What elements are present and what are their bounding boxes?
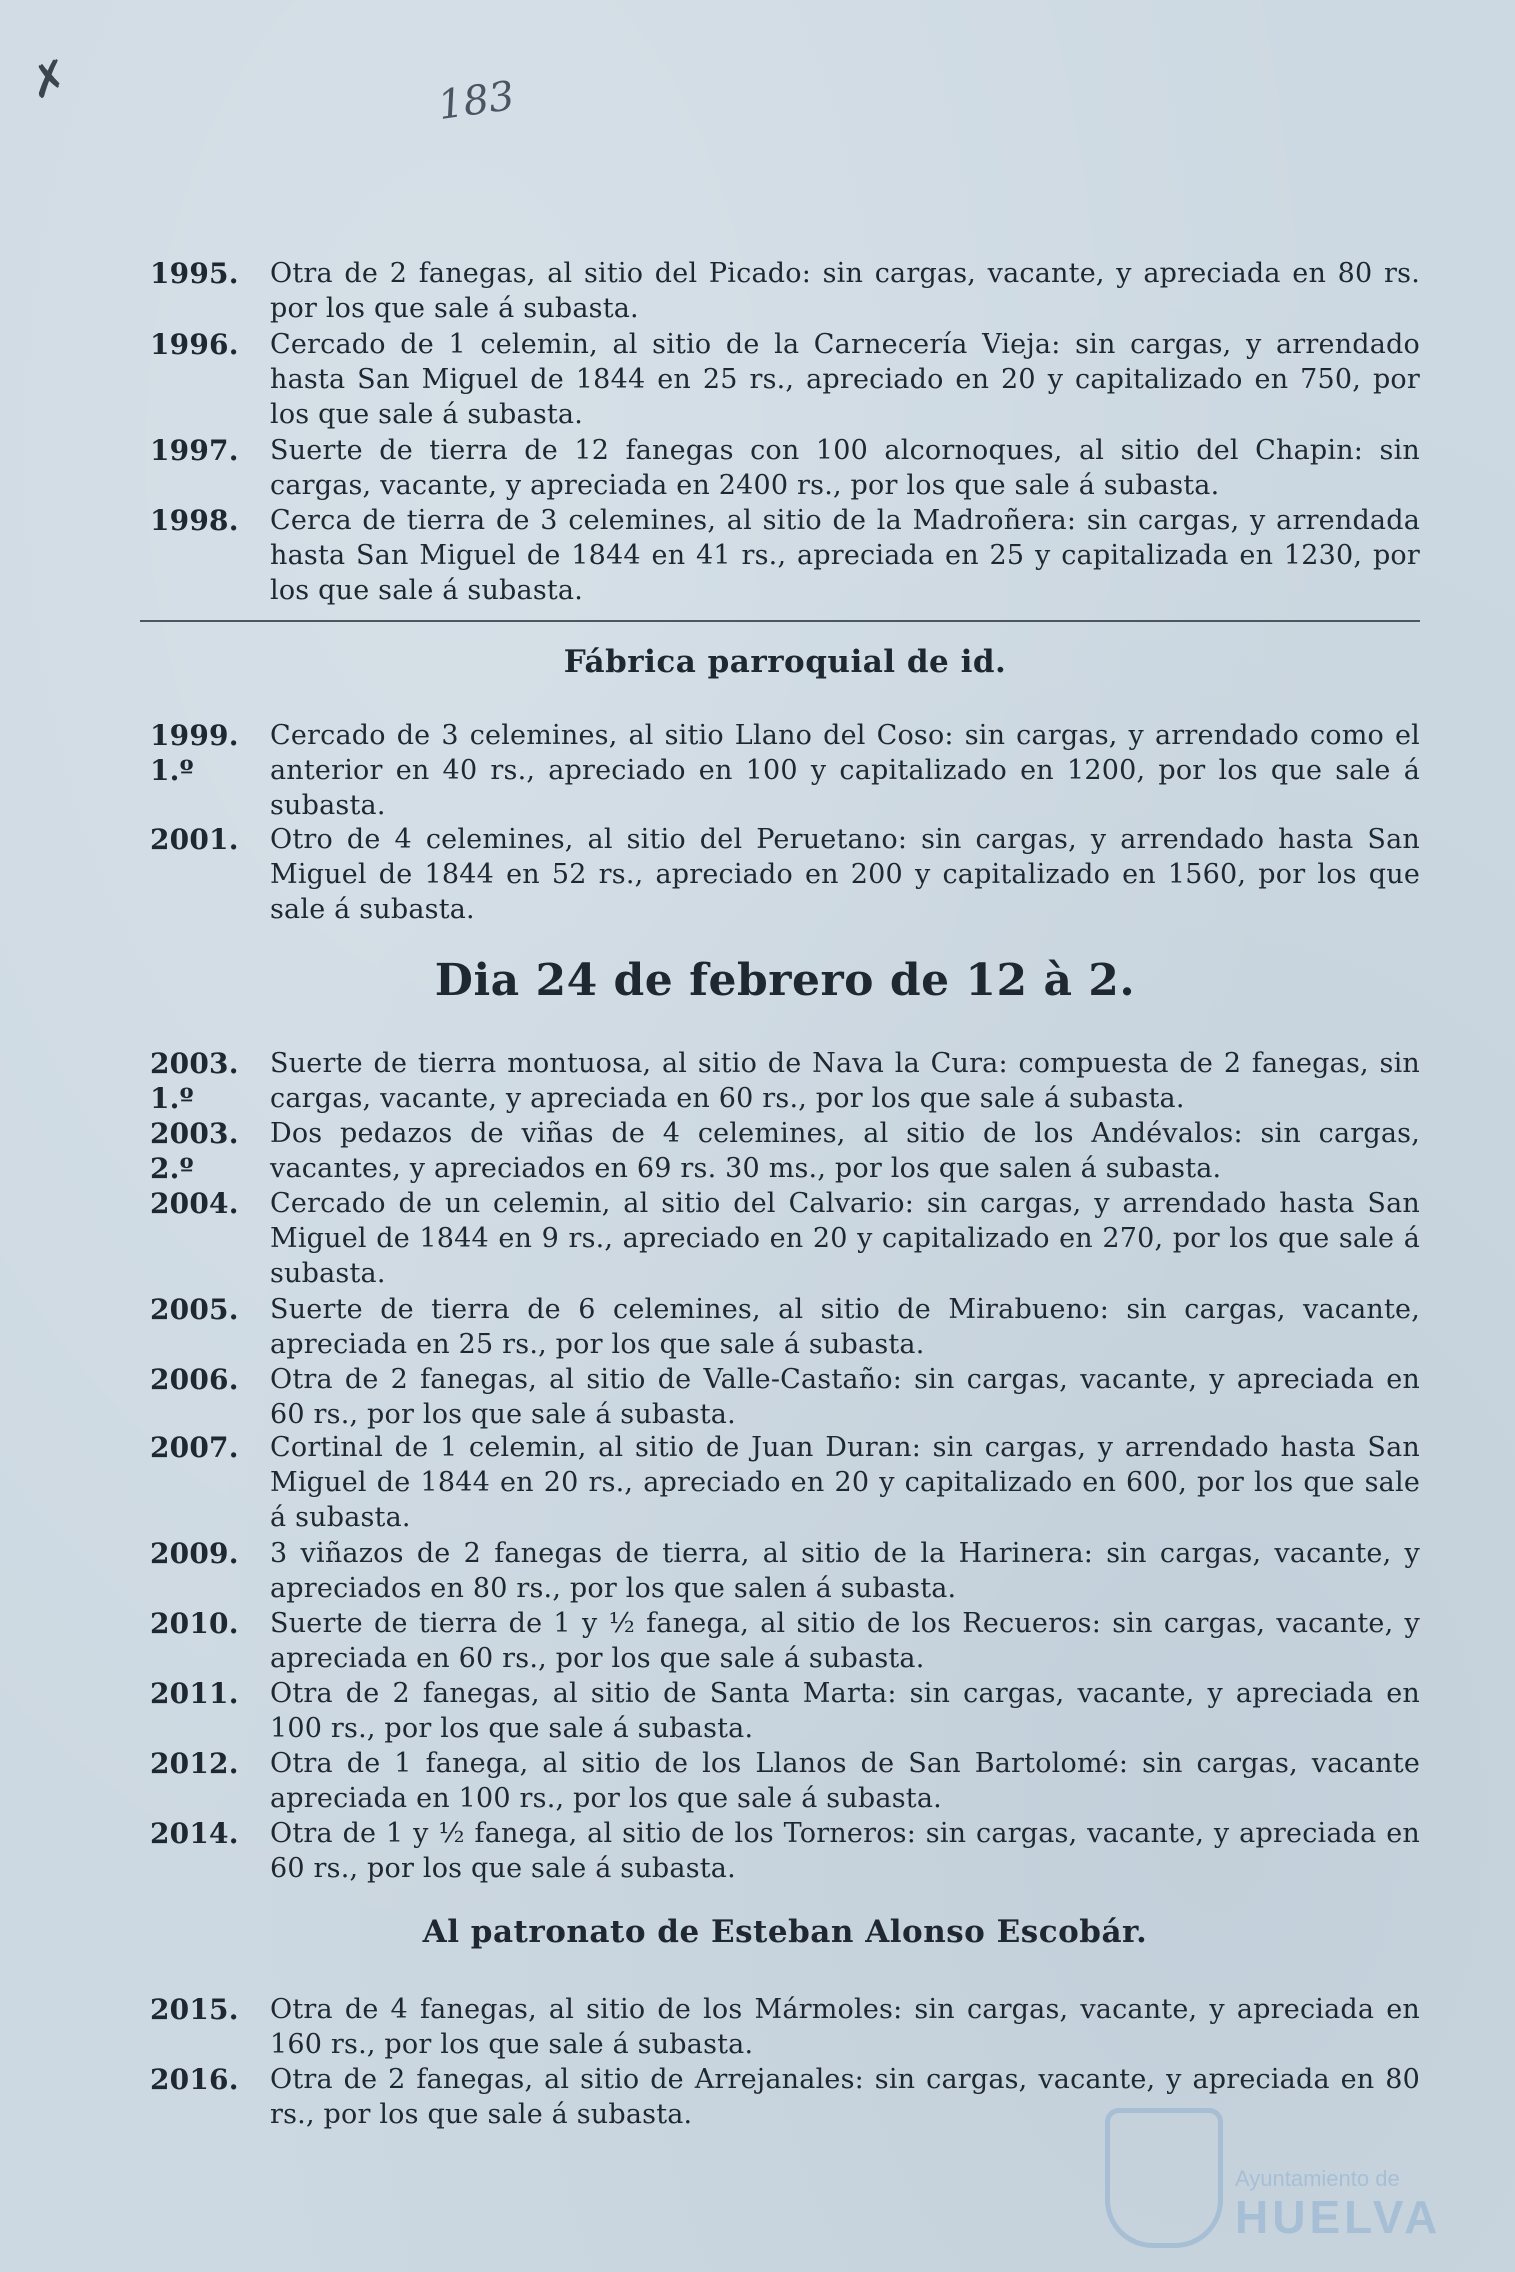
entry-text: Otra de 1 fanega, al sitio de los Llanos de San Bartolomé: sin cargas, vacante apreciada en 100 rs., por los que sale á subasta.	[270, 1748, 1420, 1814]
folio-number: 183	[435, 72, 518, 130]
huelva-watermark	[1105, 2108, 1442, 2248]
entry-text: Otra de 2 fanegas, al sitio del Picado: sin cargas, vacante, y apreciada en 80 rs. por los que sale á subasta.	[270, 258, 1420, 324]
entry-text: Cercado de 1 celemin, al sitio de la Carnecería Vieja: sin cargas, y arrendado hasta San Miguel de 1844 en 25 rs., apreciado en 20 y capitalizado en 750, por los que sale á subasta.	[270, 329, 1420, 430]
entry-text: Cercado de un celemin, al sitio del Calvario: sin cargas, y arrendado hasta San Miguel de 1844 en 9 rs., apreciado en 20 y capitalizado en 270, por los que sale á subasta.	[270, 1188, 1420, 1289]
entry-1995	[150, 256, 1420, 326]
entry-number: 2015.	[150, 1993, 239, 2026]
entry-number: 1997.	[150, 434, 239, 467]
watermark-small-text: Ayuntamiento de	[1235, 2166, 1400, 2191]
entry-2006	[150, 1362, 1420, 1432]
entry-text: Suerte de tierra montuosa, al sitio de Nava la Cura: compuesta de 2 fanegas, sin cargas, vacante, y apreciada en 60 rs., por los que sale á subasta.	[270, 1048, 1420, 1114]
entry-text: Cortinal de 1 celemin, al sitio de Juan Duran: sin cargas, y arrendado hasta San Miguel de 1844 en 20 rs., apreciado en 20 y capitalizado en 600, por los que sale á subasta.	[270, 1432, 1420, 1533]
entry-text: Otra de 4 fanegas, al sitio de los Mármoles: sin cargas, vacante, y apreciada en 160 rs., por los que sale á subasta.	[270, 1994, 1420, 2060]
entry-text: Otra de 2 fanegas, al sitio de Arrejanales: sin cargas, vacante, y apreciada en 80 rs., por los que sale á subasta.	[270, 2064, 1420, 2130]
entry-number: 2011.	[150, 1677, 239, 1710]
entry-number: 2006.	[150, 1363, 239, 1396]
entry-text: Suerte de tierra de 6 celemines, al sitio de Mirabueno: sin cargas, vacante, apreciada en 25 rs., por los que sale á subasta.	[270, 1294, 1420, 1360]
entry-text: Cercado de 3 celemines, al sitio Llano del Coso: sin cargas, y arrendado como el anterior en 40 rs., apreciado en 100 y capitalizado en 1200, por los que sale á subasta.	[270, 720, 1420, 821]
entry-1999	[150, 718, 1420, 823]
corner-pen-mark: ✗	[23, 47, 75, 111]
entry-2003-2	[150, 1116, 1420, 1186]
entry-1998	[150, 503, 1420, 608]
watermark-big-text: HUELVA	[1235, 2191, 1442, 2243]
entry-text: Otro de 4 celemines, al sitio del Peruetano: sin cargas, y arrendado hasta San Miguel de 1844 en 52 rs., apreciado en 200 y capitalizado en 1560, por los que sale á subasta.	[270, 824, 1420, 925]
entry-number: 2004.	[150, 1187, 239, 1220]
entry-number: 1999. 1.º	[150, 719, 239, 787]
entry-text: Otra de 1 y ½ fanega, al sitio de los Torneros: sin cargas, vacante, y apreciada en 60 rs., por los que sale á subasta.	[270, 1818, 1420, 1884]
entry-text: Suerte de tierra de 12 fanegas con 100 alcornoques, al sitio del Chapin: sin cargas, vacante, y apreciada en 2400 rs., por los que sale á subasta.	[270, 435, 1420, 501]
entry-text: Cerca de tierra de 3 celemines, al sitio de la Madroñera: sin cargas, y arrendada hasta San Miguel de 1844 en 41 rs., apreciada en 25 y capitalizada en 1230, por los que sale á subasta.	[270, 505, 1420, 606]
entry-2009	[150, 1536, 1420, 1606]
entry-2010	[150, 1606, 1420, 1676]
day-heading: Dia 24 de febrero de 12 à 2.	[434, 955, 1136, 1006]
entry-text: 3 viñazos de 2 fanegas de tierra, al sitio de la Harinera: sin cargas, vacante, y apreciados en 80 rs., por los que salen á subasta.	[270, 1538, 1420, 1604]
entry-text: Otra de 2 fanegas, al sitio de Valle-Castaño: sin cargas, vacante, y apreciada en 60 rs., por los que sale á subasta.	[270, 1364, 1420, 1430]
entry-number: 2003. 1.º	[150, 1047, 239, 1115]
entry-number: 2016.	[150, 2063, 239, 2096]
entry-text: Otra de 2 fanegas, al sitio de Santa Marta: sin cargas, vacante, y apreciada en 100 rs., por los que sale á subasta.	[270, 1678, 1420, 1744]
section-divider	[140, 620, 1420, 622]
entry-number: 1996.	[150, 328, 239, 361]
entry-number: 2012.	[150, 1747, 239, 1780]
entry-2001	[150, 822, 1420, 927]
entry-number: 2007.	[150, 1431, 239, 1464]
section-heading-fabrica: Fábrica parroquial de id.	[563, 644, 1007, 680]
entry-text: Suerte de tierra de 1 y ½ fanega, al sitio de los Recueros: sin cargas, vacante, y apreciada en 60 rs., por los que sale á subasta.	[270, 1608, 1420, 1674]
entry-number: 2014.	[150, 1817, 239, 1850]
entry-2007	[150, 1430, 1420, 1535]
entry-1997	[150, 433, 1420, 503]
entry-2005	[150, 1292, 1420, 1362]
entry-2003-1	[150, 1046, 1420, 1116]
entry-2011	[150, 1676, 1420, 1746]
entry-number: 1995.	[150, 257, 239, 290]
entry-number: 1998.	[150, 504, 239, 537]
entry-2012	[150, 1746, 1420, 1816]
section-heading-patronato: Al patronato de Esteban Alonso Escobár.	[422, 1914, 1148, 1950]
entry-number: 2009.	[150, 1537, 239, 1570]
shield-icon	[1105, 2108, 1223, 2248]
entry-number: 2005.	[150, 1293, 239, 1326]
entry-number: 2001.	[150, 823, 239, 856]
entry-2014	[150, 1816, 1420, 1886]
entry-2004	[150, 1186, 1420, 1291]
entry-text: Dos pedazos de viñas de 4 celemines, al sitio de los Andévalos: sin cargas, vacantes, y apreciados en 69 rs. 30 ms., por los que salen á subasta.	[270, 1118, 1420, 1184]
entry-2015	[150, 1992, 1420, 2062]
entry-number: 2003. 2.º	[150, 1117, 239, 1185]
entry-number: 2010.	[150, 1607, 239, 1640]
entry-1996	[150, 327, 1420, 432]
